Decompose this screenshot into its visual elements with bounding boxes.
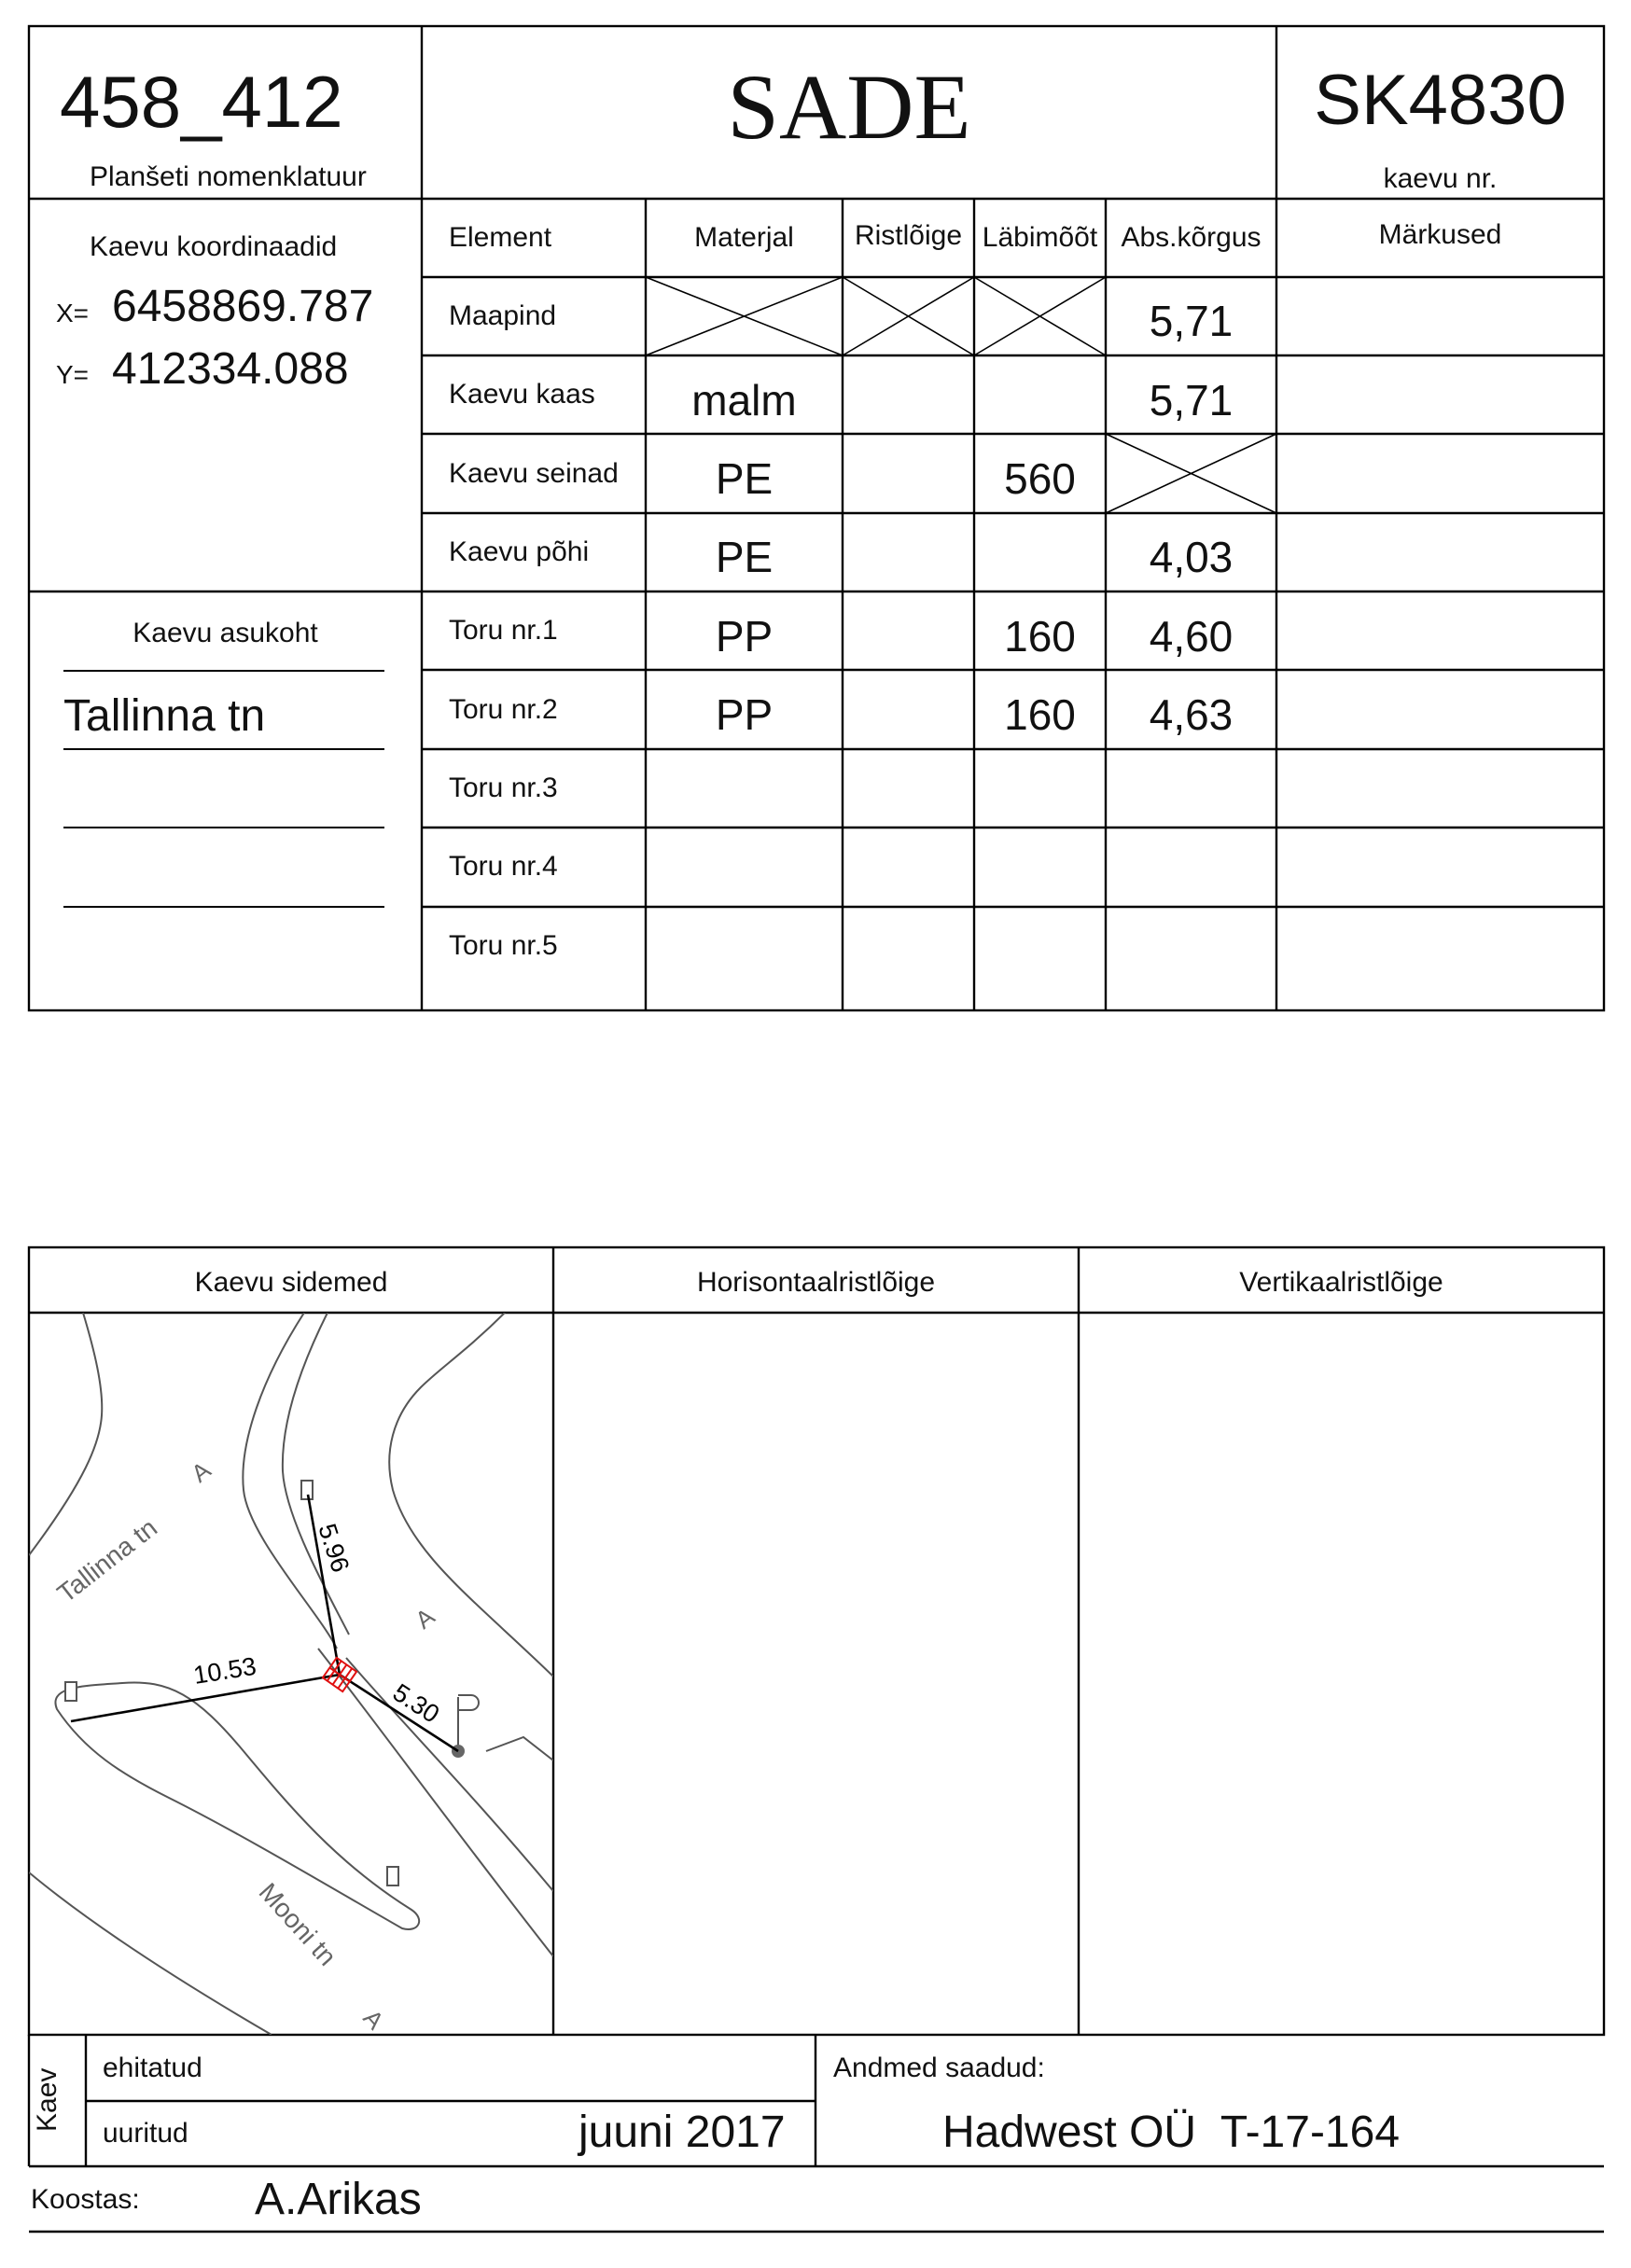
data-source-label: Andmed saadud: [833, 2052, 1045, 2083]
curb-line [389, 1313, 553, 1677]
location-line: Tallinna tn [63, 691, 266, 741]
nomenclature-value: 458_412 [60, 61, 343, 143]
column-header-element: Element [449, 222, 552, 253]
curb-line [346, 1658, 553, 1891]
hydrant-icon [387, 1867, 398, 1885]
row-element: Toru nr.2 [449, 694, 558, 725]
nomenclature-label: Planšeti nomenklatuur [90, 161, 367, 192]
marker-label: A [357, 2003, 390, 2035]
connections-heading: Kaevu sidemed [194, 1267, 388, 1298]
data-source-value: Hadwest OÜ T-17-164 [942, 2108, 1401, 2157]
built-label: ehitatud [103, 2052, 202, 2083]
curb-line [283, 1313, 349, 1635]
row-element: Maapind [449, 300, 557, 331]
row-material: PE [715, 454, 774, 503]
location-label: Kaevu asukoht [132, 618, 318, 648]
row-abs-height: 4,60 [1149, 612, 1234, 661]
x-label: X= [56, 299, 90, 327]
street-label-tallinna: Tallinna tn [51, 1512, 163, 1608]
row-element: Kaevu põhi [449, 536, 590, 567]
surveyed-label: uuritud [103, 2118, 188, 2149]
row-material: PP [715, 690, 774, 739]
row-element: Kaevu kaas [449, 379, 595, 410]
compiled-label: Koostas: [31, 2184, 140, 2215]
row-element: Toru nr.1 [449, 615, 558, 646]
distance-label: 5.96 [313, 1520, 355, 1576]
row-diameter: 160 [1004, 690, 1076, 739]
curb-line [29, 1313, 102, 1555]
row-diameter: 560 [1004, 454, 1076, 503]
row-material: PP [715, 612, 774, 661]
column-header-cross-section: Ristlõige [854, 220, 963, 251]
building-outline [486, 1737, 553, 1760]
y-value: 412334.088 [112, 344, 349, 394]
curb-line [318, 1649, 553, 1956]
curb-line [29, 1872, 272, 2035]
x-value: 6458869.787 [112, 282, 374, 331]
page-title: SADE [727, 55, 971, 159]
marker-label: A [410, 1602, 440, 1635]
horizontal-section-heading: Horisontaalristlõige [696, 1267, 936, 1298]
vertical-section-heading: Vertikaalristlõige [1239, 1267, 1443, 1298]
row-element: Toru nr.5 [449, 930, 558, 961]
row-abs-height: 4,03 [1149, 533, 1234, 581]
well-number-value: SK4830 [1314, 61, 1567, 140]
column-header-material: Materjal [694, 222, 794, 253]
row-element: Toru nr.4 [449, 851, 558, 882]
y-label: Y= [56, 360, 90, 389]
surveyed-date: juuni 2017 [579, 2108, 786, 2157]
flag-marker [458, 1695, 479, 1746]
column-header-abs-height: Abs.kõrgus [1121, 222, 1262, 253]
site-map [29, 1313, 553, 2035]
row-element: Kaevu seinad [449, 458, 619, 489]
row-abs-height: 5,71 [1149, 297, 1234, 345]
row-abs-height: 5,71 [1149, 376, 1234, 424]
row-material: malm [691, 376, 797, 424]
well-number-label: kaevu nr. [1383, 163, 1498, 194]
column-header-diameter: Läbimõõt [982, 222, 1098, 253]
hydrant-icon [301, 1481, 313, 1499]
hydrant-icon [65, 1682, 77, 1701]
distance-label: 10.53 [191, 1651, 258, 1690]
side-label: Kaev [32, 2067, 63, 2132]
row-element: Toru nr.3 [449, 772, 558, 803]
row-material: PE [715, 533, 774, 581]
street-label-mooni: Mooni tn [253, 1877, 342, 1971]
mooni-road-outline [55, 1682, 419, 1929]
row-abs-height: 4,63 [1149, 690, 1234, 739]
row-diameter: 160 [1004, 612, 1076, 661]
distance-label: 5.30 [387, 1677, 445, 1729]
compiled-value: A.Arikas [255, 2175, 422, 2224]
coordinates-label: Kaevu koordinaadid [90, 231, 338, 262]
curb-line [243, 1313, 337, 1649]
column-header-notes: Märkused [1378, 219, 1502, 250]
marker-label: A [186, 1455, 216, 1488]
